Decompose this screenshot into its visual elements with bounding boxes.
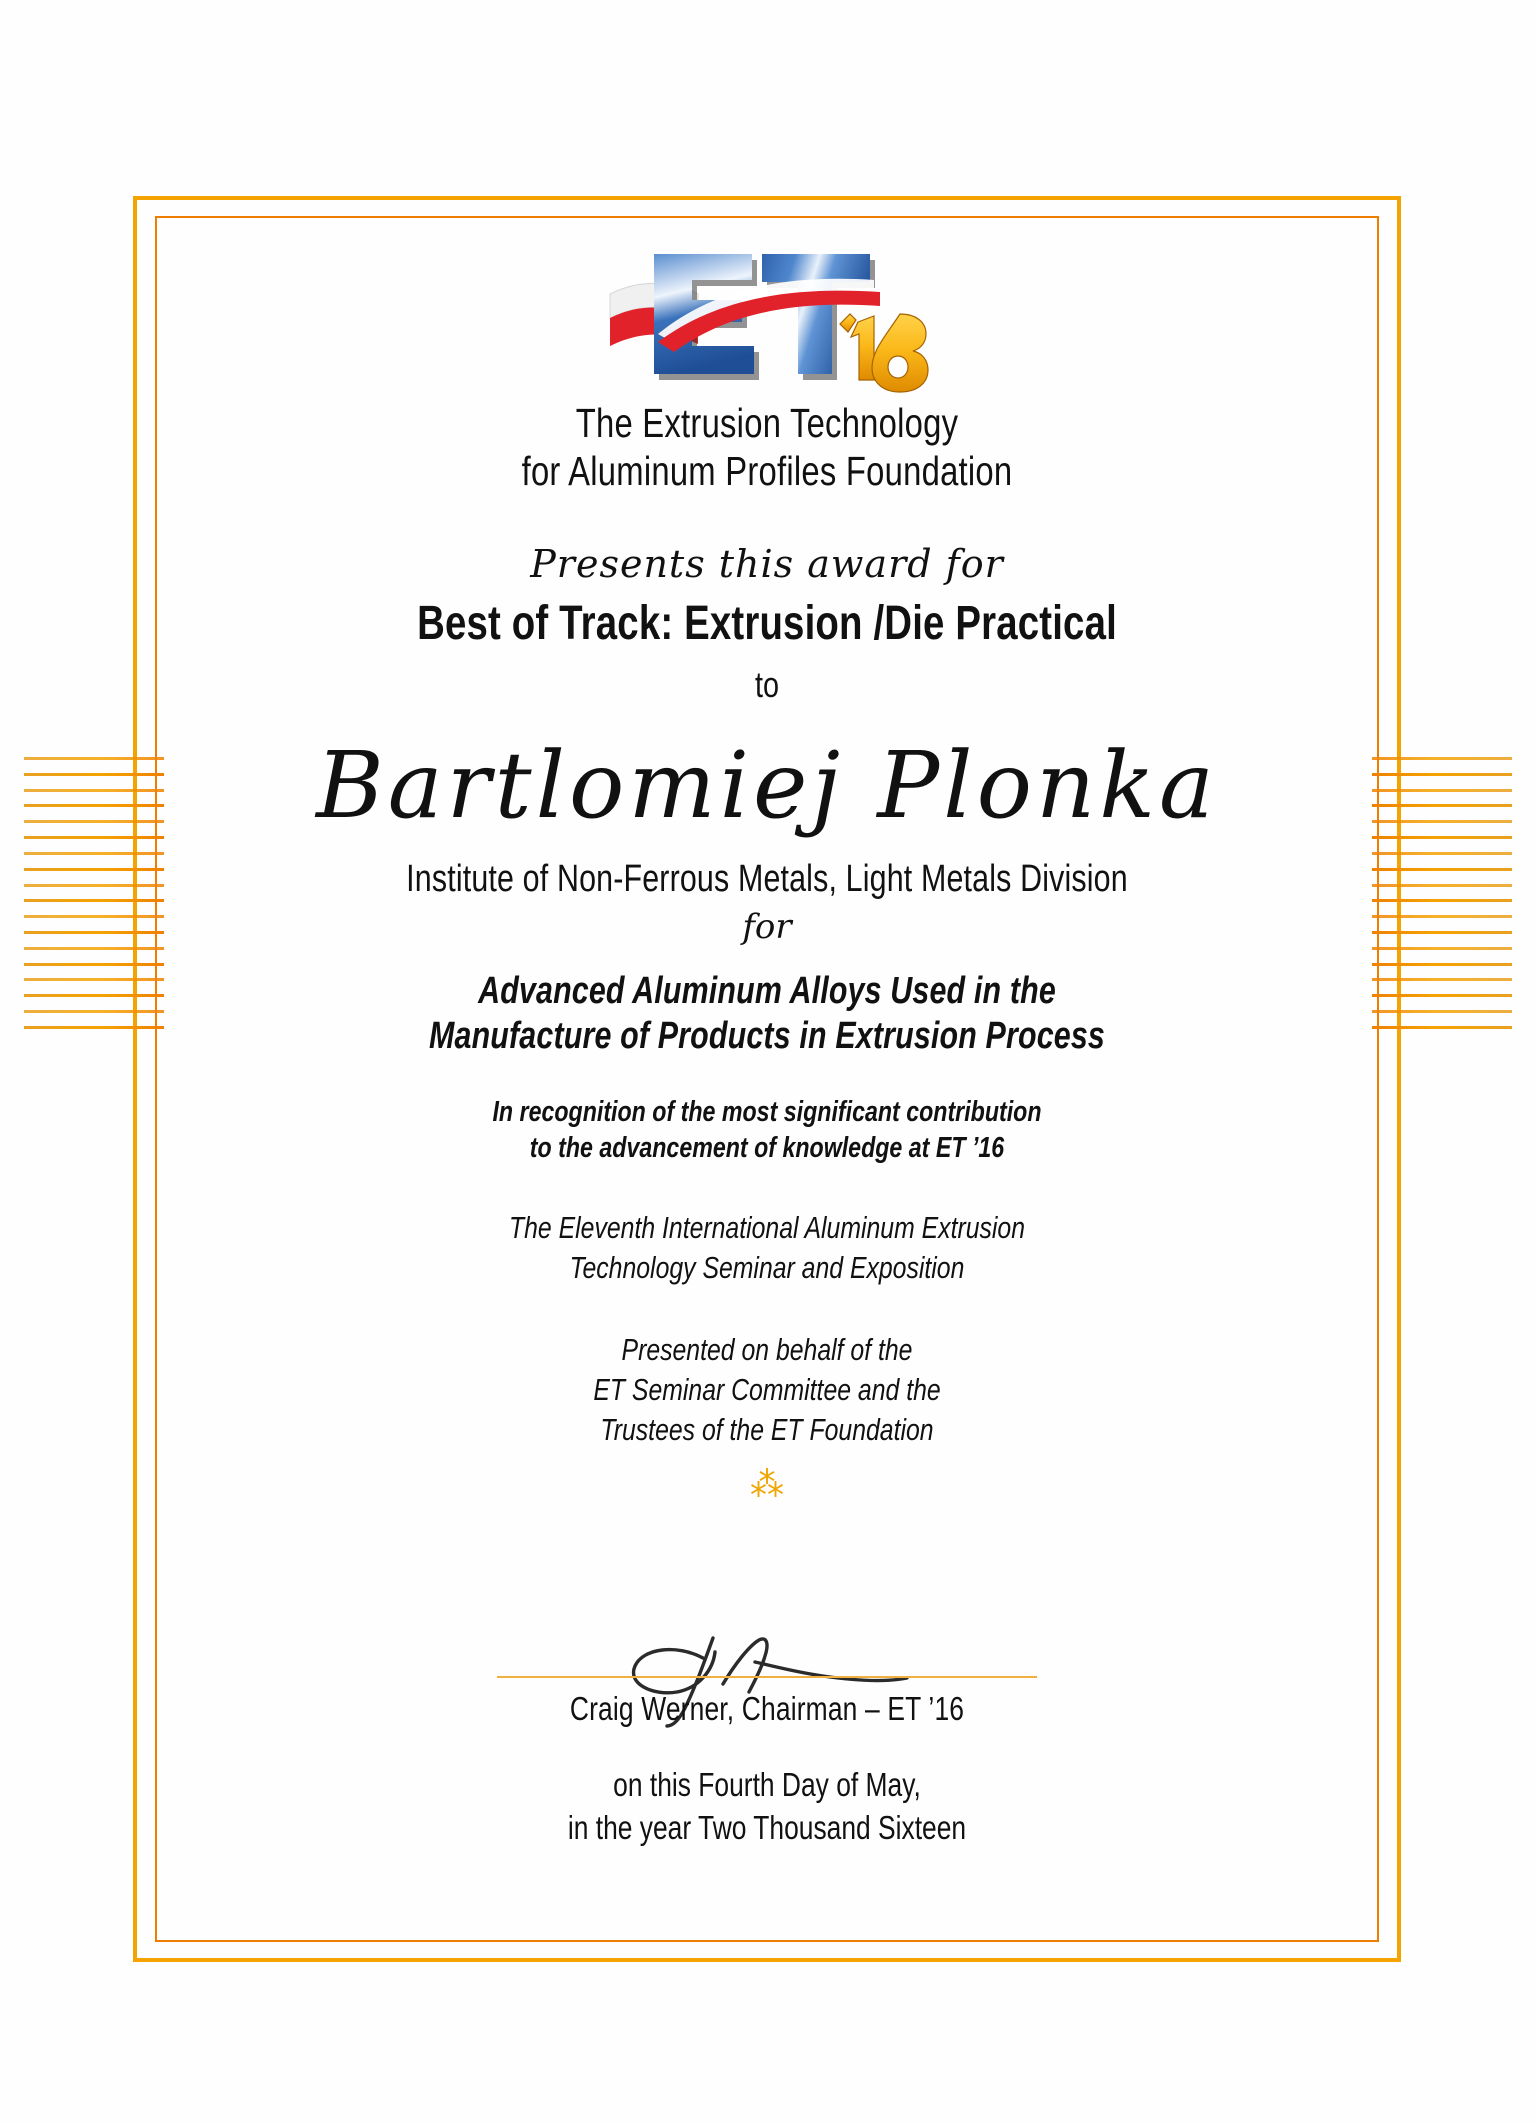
paper-title-line1: Advanced Aluminum Alloys Used in the: [478, 969, 1056, 1012]
to-label: to: [754, 663, 780, 705]
presented-on-behalf: [277, 1330, 1256, 1450]
recipient-name: Bartlomiej Plonka: [316, 731, 1218, 839]
seminar-line2: Technology Seminar and Exposition: [569, 1250, 965, 1286]
issue-date-line1: on this Fourth Day of May,: [613, 1765, 921, 1803]
behalf-line3: Trustees of the ET Foundation: [600, 1411, 934, 1447]
et-16-logo-graphic: [602, 238, 932, 398]
recognition-line1: In recognition of the most significant contribution: [492, 1095, 1042, 1128]
signature-block: [155, 1622, 1379, 1772]
logo-year-badge: [840, 314, 928, 392]
right-side-rule-decoration: [1372, 757, 1512, 1029]
paper-title: [277, 969, 1256, 1060]
logo-letter-t: [762, 254, 870, 374]
et-16-logo: [155, 238, 1379, 398]
organization-name-line2: for Aluminum Profiles Foundation: [521, 447, 1013, 494]
issue-date-line2: in the year Two Thousand Sixteen: [567, 1808, 967, 1846]
recognition-text: [277, 1094, 1256, 1167]
behalf-line2: ET Seminar Committee and the: [593, 1371, 941, 1407]
paper-title-line2: Manufacture of Products in Extrusion Process: [429, 1015, 1105, 1058]
signature-caption: Craig Werner, Chairman – ET ’16: [569, 1689, 965, 1727]
asterism-ornament-icon: ⁂: [750, 1465, 784, 1504]
issue-date: [277, 1764, 1256, 1850]
organization-name: [277, 400, 1256, 496]
signature-rule: [497, 1676, 1037, 1678]
behalf-line1: Presented on behalf of the: [621, 1331, 913, 1367]
left-side-rule-decoration: [24, 757, 164, 1029]
presents-label: Presents this award for: [530, 541, 1004, 586]
recipient-affiliation: Institute of Non-Ferrous Metals, Light Metals Division: [406, 857, 1128, 900]
award-title: Best of Track: Extrusion /Die Practical: [417, 596, 1117, 650]
seminar-line1: The Eleventh International Aluminum Extrusion: [508, 1210, 1026, 1246]
for-label: for: [742, 906, 792, 947]
seminar-description: [277, 1208, 1256, 1287]
certificate-content: [155, 216, 1379, 1850]
recognition-line2: to the advancement of knowledge at ET ’16: [529, 1132, 1005, 1165]
organization-name-line1: The Extrusion Technology: [575, 400, 959, 446]
